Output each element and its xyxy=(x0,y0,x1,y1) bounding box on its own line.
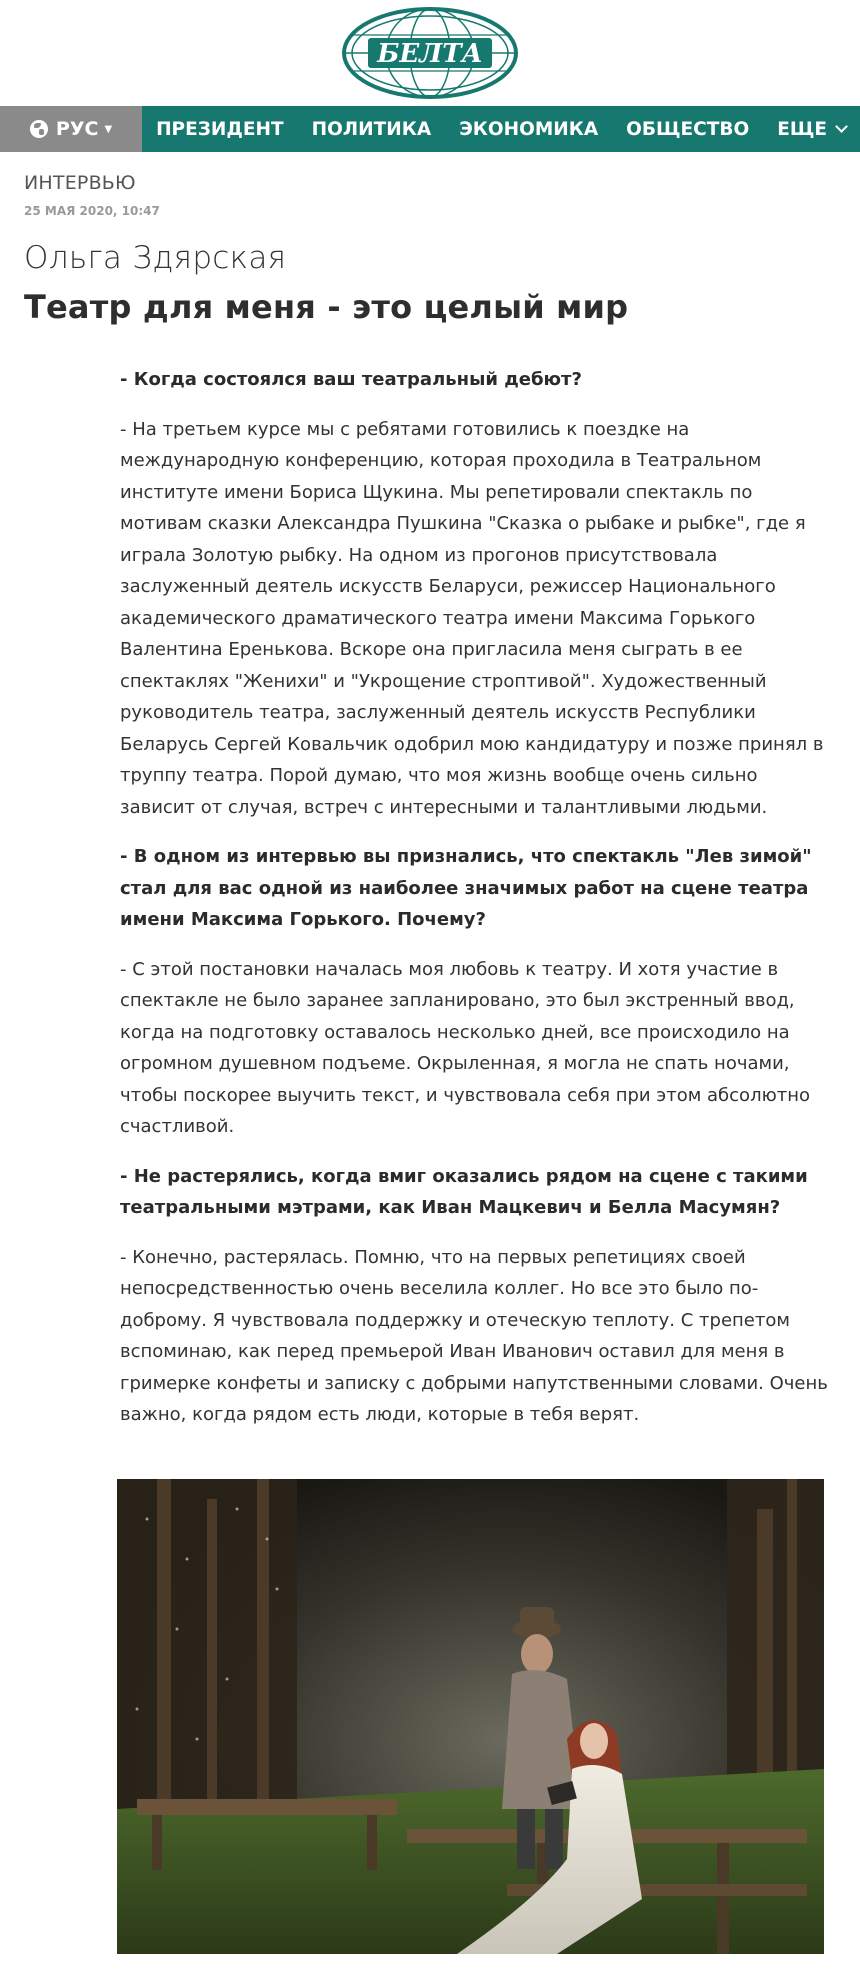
belta-logo[interactable] xyxy=(340,5,520,101)
main-nav xyxy=(0,106,860,152)
chevron-down-icon xyxy=(835,120,848,133)
question-paragraph: - Когда состоялся ваш театральный дебют? xyxy=(120,369,582,390)
nav-item-more-label: ЕЩЕ xyxy=(777,118,827,140)
article-category[interactable]: ИНТЕРВЬЮ xyxy=(24,172,136,194)
nav-item-politics[interactable]: ПОЛИТИКА xyxy=(311,118,432,140)
nav-item-president[interactable]: ПРЕЗИДЕНТ xyxy=(156,118,284,140)
question-paragraph: - В одном из интервью вы признались, что спектакль "Лев зимой" стал для вас одной из наиболее значимых работ на сцене театра имени Максима Горького. Почему? xyxy=(120,846,812,930)
article-title: Театр для меня - это целый мир xyxy=(24,288,629,326)
article-date: 25 МАЯ 2020, 10:47 xyxy=(24,204,160,218)
site-header xyxy=(0,0,860,106)
language-label: РУС xyxy=(55,118,99,140)
question-paragraph: - Не растерялись, когда вмиг оказались рядом на сцене с такими театральными мэтрами, как Иван Мацкевич и Белла Масумян? xyxy=(120,1165,808,1218)
answer-paragraph: - С этой постановки началась моя любовь к театру. И хотя участие в спектакле не было заранее запланировано, это был экстренный ввод, когда на подготовку оставалось несколько дней, все происходило на огромном душевном подъеме. Окрыленная, я могла не спать ночами, чтобы поскорее выучить текст, и чувствовала себя при этом абсолютно счастливой. xyxy=(120,958,810,1137)
article-author: Ольга Здярская xyxy=(24,240,287,276)
caret-down-icon: ▼ xyxy=(104,123,113,135)
nav-item-society[interactable]: ОБЩЕСТВО xyxy=(626,118,750,140)
answer-paragraph: - На третьем курсе мы с ребятами готовились к поездке на международную конференцию, которая проходила в Театральном институте имени Бориса Щукина. Мы репетировали спектакль по мотивам сказки Александра Пушкина "Сказка о рыбаке и рыбке", где я играла Золотую рыбку. На одном из прогонов присутствовала заслуженный деятель искусств Беларуси, режиссер Национального академического драматического театра имени Максима Горького Валентина Еренькова. Вскоре она пригласила меня сыграть в ее спектаклях "Женихи" и "Укрощение строптивой". Художественный руководитель театра, заслуженный деятель искусств Республики Беларусь Сергей Ковальчик одобрил мою кандидатуру и позже принял в труппу театра. Порой думаю, что моя жизнь вообще очень сильно зависит от случая, встреч с интересными и талантливыми людьми. xyxy=(120,418,824,818)
nav-item-more[interactable] xyxy=(763,119,860,140)
article-photo xyxy=(117,1479,824,1954)
stage-photo-icon xyxy=(117,1479,824,1954)
language-selector[interactable] xyxy=(0,106,142,152)
nav-item-economy[interactable]: ЭКОНОМИКА xyxy=(459,118,599,140)
article-meta xyxy=(0,152,860,326)
globe-icon xyxy=(30,120,48,138)
answer-paragraph: - Конечно, растерялась. Помню, что на первых репетициях своей непосредственностью очень веселила коллег. Но все это было по-доброму. Я чувствовала поддержку и отеческую теплоту. С трепетом вспоминаю, как перед премьерой Иван Иванович оставил для меня в гримерке конфеты и записку с добрыми напутственными словами. Очень важно, когда рядом есть люди, которые в тебя верят. xyxy=(120,1246,828,1425)
article-body xyxy=(120,364,830,1449)
logo-text: БЕЛТА xyxy=(377,39,483,69)
